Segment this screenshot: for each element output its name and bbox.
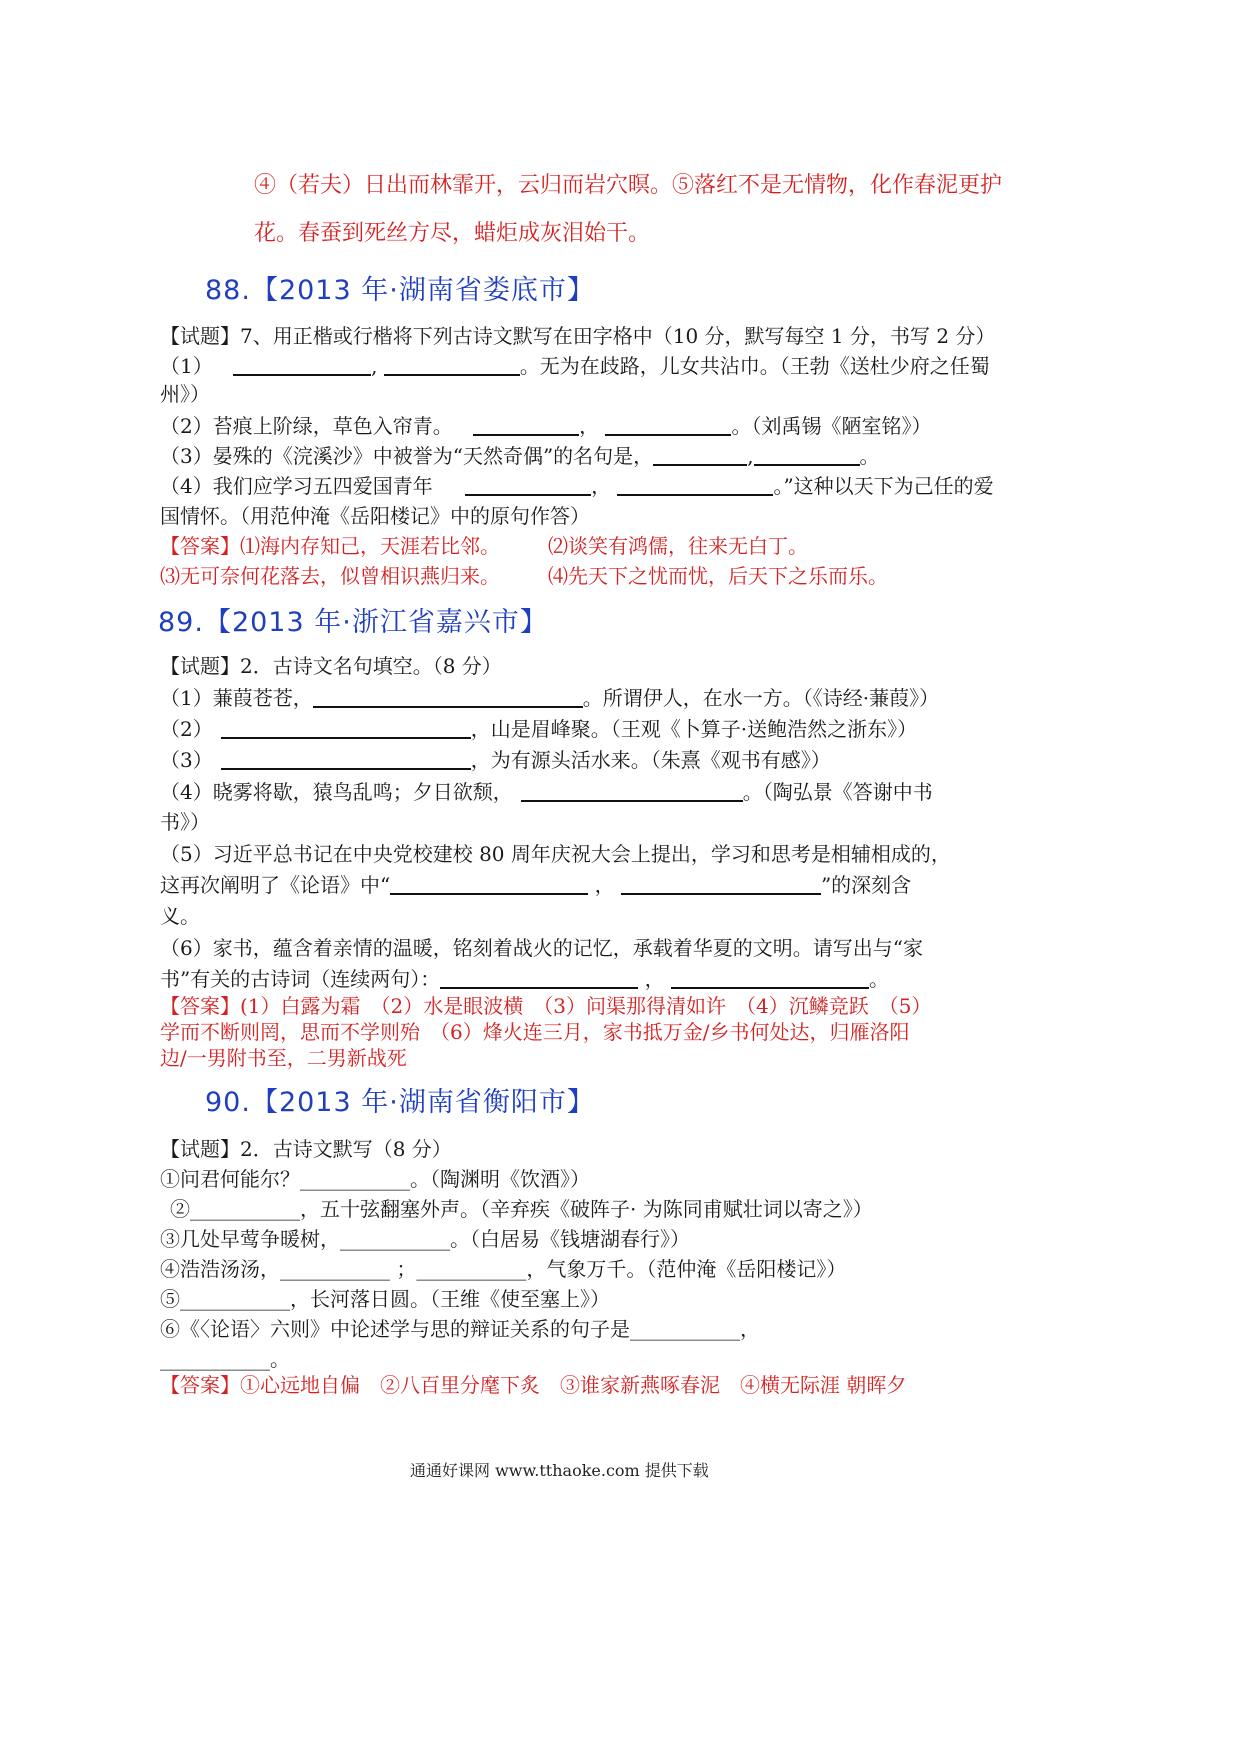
s90-question: 【试题】2．古诗文默写（8 分）	[160, 1137, 452, 1161]
page-footer: 通通好课网 www.tthaoke.com 提供下载	[410, 1461, 709, 1480]
s88-answer-label: 【答案】	[160, 534, 240, 558]
s89-item-4	[160, 776, 933, 805]
s88-question: 【试题】7、用正楷或行楷将下列古诗文默写在田字格中（10 分，默写每空 1 分，书写 2 分）	[160, 324, 996, 348]
s88-item3-prefix: （3）晏殊的《浣溪沙》中被誉为“天然奇偶”的名句是，	[160, 444, 654, 468]
s89-item1-prefix: （1）蒹葭苍苍，	[160, 686, 313, 710]
s89-question: 【试题】2．古诗文名句填空。（8 分）	[160, 654, 502, 678]
s88-item4-cont: 国情怀。（用范仲淹《岳阳楼记》中的原句作答）	[160, 504, 590, 528]
s89-answer-line3: 边/一男附书至，二男新战死	[160, 1046, 407, 1070]
s88-blank-4a[interactable]	[465, 474, 591, 496]
s89-item6-line1: （6）家书，蕴含着亲情的温暖，铭刻着战火的记忆，承载着华夏的文明。请写出与“家	[160, 936, 923, 960]
s89-item5-cont: 义。	[160, 904, 200, 928]
s88-blank-2a[interactable]	[473, 414, 579, 436]
s89-blank-6a[interactable]	[440, 967, 638, 989]
s88-item2-suffix: 。（刘禹锡《陋室铭》）	[731, 414, 932, 438]
s89-blank-3[interactable]	[221, 748, 471, 770]
s89-item5-line1: （5）习近平总书记在中央党校建校 80 周年庆祝大会上提出，学习和思考是相辅相成的，	[160, 842, 951, 866]
s90-line-6: ⑥《〈论语〉六则》中论述学与思的辩证关系的句子是___________，	[160, 1317, 760, 1341]
s89-blank-5a[interactable]	[390, 873, 588, 895]
s88-answer-2: ⑵谈笑有鸿儒，往来无白丁。	[548, 534, 808, 558]
s89-item2-suffix: ，山是眉峰聚。（王观《卜算子·送鲍浩然之浙东》）	[470, 717, 918, 741]
s89-item-1	[160, 682, 939, 711]
s88-blank-4b[interactable]	[617, 474, 773, 496]
s88-item-3: （3）晏殊的《浣溪沙》中被誉为“天然奇偶”的名句是， , 。	[160, 444, 880, 468]
s90-line-5: ⑤___________，长河落日圆。（王维《使至塞上》）	[160, 1287, 610, 1311]
s88-item1-prefix: （1）	[160, 354, 213, 378]
s90-line-2: ②___________，五十弦翻塞外声。（辛弃疾《破阵子· 为陈同甫赋壮词以寄之》）	[170, 1197, 873, 1221]
s88-item-2: （2）苔痕上阶绿，草色入帘青。 ， 。（刘禹锡《陋室铭》）	[160, 414, 932, 438]
s89-item4-cont: 书》）	[160, 810, 210, 834]
s88-blank-1a[interactable]	[233, 354, 371, 376]
s89-blank-1[interactable]	[313, 686, 583, 708]
s88-item1-cont: 州》）	[160, 382, 210, 406]
s89-blank-4[interactable]	[521, 780, 743, 802]
s88-item-1: （1） , 。无为在歧路，儿女共沾巾。（王勃《送杜少府之任蜀	[160, 354, 990, 378]
s89-blank-2[interactable]	[221, 717, 471, 739]
s90-line-4: ④浩浩汤汤，___________ ；___________，气象万千。（范仲淹《岳阳楼记》）	[160, 1257, 847, 1281]
s88-blank-3a[interactable]	[653, 444, 747, 466]
section-90-heading: 90.【2013 年·湖南省衡阳市】	[205, 1087, 595, 1118]
s89-item1-suffix: 。所谓伊人，在水一方。（《诗经·蒹葭》）	[582, 686, 940, 710]
s88-blank-1b[interactable]	[384, 354, 520, 376]
s88-answer-3: ⑶无可奈何花落去，似曾相识燕归来。	[160, 564, 500, 588]
s90-answer-line1: 【答案】①心远地自偏 ②八百里分麾下炙 ③谁家新燕啄春泥 ④横无际涯 朝晖夕	[160, 1373, 907, 1397]
s89-item2-prefix: （2）	[160, 717, 213, 741]
s89-blank-5b[interactable]	[621, 873, 821, 895]
s88-item3-suffix: 。	[859, 444, 880, 468]
s89-answer-line2: 学而不断则罔，思而不学则殆 （6）烽火连三月，家书抵万金/乡书何处达，归雁洛阳	[160, 1020, 910, 1044]
s89-blank-6b[interactable]	[671, 967, 869, 989]
s89-item-5: 这再次阐明了《论语》中“ ， ”的深刻含	[160, 873, 912, 897]
s88-item1-suffix: 。无为在歧路，儿女共沾巾。（王勃《送杜少府之任蜀	[519, 354, 990, 378]
s89-item6-prefix: 书”有关的古诗词（连续两句）：	[160, 967, 441, 991]
s88-item4-prefix: （4）我们应学习五四爱国青年	[160, 474, 433, 498]
s89-item-2	[160, 713, 917, 742]
s90-line-1: ①问君何能尔？___________。（陶渊明《饮酒》）	[160, 1167, 590, 1191]
s89-item4-prefix: （4）晓雾将歇，猿鸟乱鸣；夕日欲颓，	[160, 780, 513, 804]
section-88-heading: 88.【2013 年·湖南省娄底市】	[205, 275, 595, 306]
answer-continuation-line2: 花。春蚕到死丝方尽，蜡炬成灰泪始干。	[254, 221, 651, 246]
s89-item-3	[160, 744, 831, 773]
s89-item3-suffix: ，为有源头活水来。（朱熹《观书有感》）	[470, 748, 831, 772]
s88-answer-4: ⑷先天下之忧而忧，后天下之乐而乐。	[548, 564, 888, 588]
s88-item4-suffix: 。”这种以天下为己任的爱	[773, 474, 994, 498]
s88-answer-1: ⑴海内存知己，天涯若比邻。	[240, 534, 500, 558]
s89-item6-suffix: 。	[868, 967, 889, 991]
s88-answer-row1	[160, 530, 500, 559]
section-89-heading: 89.【2013 年·浙江省嘉兴市】	[158, 607, 548, 638]
s90-line-3: ③几处早莺争暖树，___________。（白居易《钱塘湖春行》）	[160, 1227, 690, 1251]
answer-continuation-line1: ④（若夫）日出而林霏开，云归而岩穴暝。⑤落红不是无情物，化作春泥更护	[254, 173, 1003, 198]
s88-item-4: （4）我们应学习五四爱国青年 ， 。”这种以天下为己任的爱	[160, 474, 994, 498]
s89-item4-suffix: 。（陶弘景《答谢中书	[742, 780, 933, 804]
s89-item5-prefix: 这再次阐明了《论语》中“	[160, 873, 391, 897]
s90-line-7: ___________。	[160, 1347, 290, 1371]
s89-item3-prefix: （3）	[160, 748, 213, 772]
s88-blank-3b[interactable]	[754, 444, 860, 466]
s89-item-6: 书”有关的古诗词（连续两句）： ， 。	[160, 967, 889, 991]
s88-item2-prefix: （2）苔痕上阶绿，草色入帘青。	[160, 414, 453, 438]
s89-item5-suffix: ”的深刻含	[820, 873, 912, 897]
s89-answer-line1: 【答案】(1）白露为霜 （2）水是眼波横 （3）问渠那得清如许 （4）沉鳞竞跃 （5）	[160, 994, 932, 1018]
s88-blank-2b[interactable]	[605, 414, 731, 436]
